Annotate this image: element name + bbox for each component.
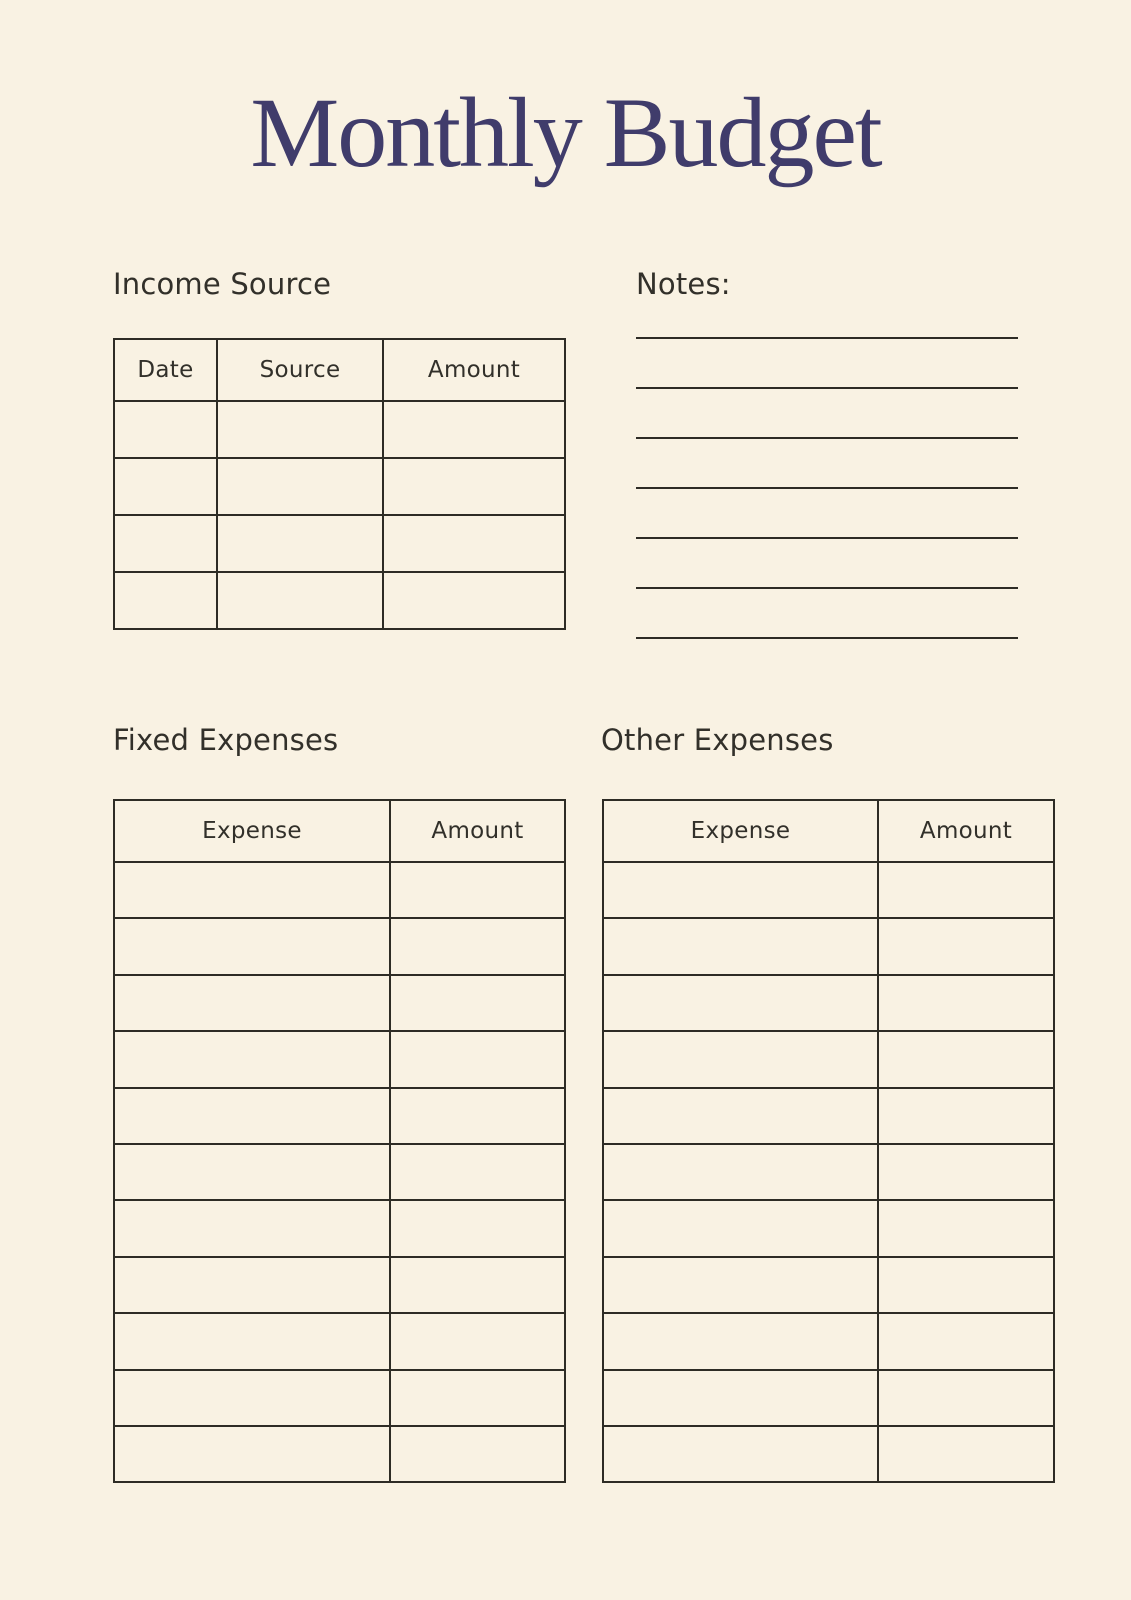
other-expenses-table bbox=[602, 799, 1055, 1483]
empty-cell bbox=[878, 862, 1054, 918]
empty-row bbox=[603, 1200, 1054, 1256]
empty-row bbox=[603, 975, 1054, 1031]
empty-cell bbox=[390, 1426, 565, 1482]
empty-cell bbox=[114, 918, 390, 974]
empty-row bbox=[114, 1031, 565, 1087]
empty-row bbox=[114, 572, 565, 629]
page-title: Monthly Budget bbox=[250, 77, 881, 188]
empty-cell bbox=[217, 401, 383, 458]
empty-cell bbox=[114, 1031, 390, 1087]
note-line bbox=[636, 289, 1018, 339]
empty-row bbox=[603, 1031, 1054, 1087]
note-line bbox=[636, 489, 1018, 539]
empty-cell bbox=[603, 1088, 878, 1144]
empty-cell bbox=[390, 862, 565, 918]
empty-row bbox=[114, 1200, 565, 1256]
empty-cell bbox=[390, 1313, 565, 1369]
empty-cell bbox=[603, 1200, 878, 1256]
empty-cell bbox=[603, 862, 878, 918]
empty-cell bbox=[383, 572, 565, 629]
empty-cell bbox=[217, 458, 383, 515]
note-line bbox=[636, 339, 1018, 389]
empty-row bbox=[603, 1313, 1054, 1369]
fixed-col-amount: Amount bbox=[390, 800, 565, 862]
fixed-col-expense: Expense bbox=[114, 800, 390, 862]
empty-cell bbox=[114, 401, 217, 458]
empty-cell bbox=[217, 572, 383, 629]
empty-cell bbox=[603, 1313, 878, 1369]
note-line bbox=[636, 539, 1018, 589]
income-source-heading: Income Source bbox=[113, 267, 332, 301]
empty-cell bbox=[114, 458, 217, 515]
note-line bbox=[636, 389, 1018, 439]
empty-row bbox=[114, 515, 565, 572]
other-col-amount: Amount bbox=[878, 800, 1054, 862]
empty-cell bbox=[878, 1031, 1054, 1087]
fixed-expenses-heading: Fixed Expenses bbox=[113, 723, 339, 757]
empty-cell bbox=[114, 1088, 390, 1144]
empty-cell bbox=[603, 1257, 878, 1313]
empty-row bbox=[114, 1144, 565, 1200]
note-line bbox=[636, 439, 1018, 489]
empty-cell bbox=[603, 1144, 878, 1200]
empty-cell bbox=[390, 1144, 565, 1200]
empty-cell bbox=[390, 1088, 565, 1144]
empty-cell bbox=[114, 1426, 390, 1482]
empty-row bbox=[114, 1257, 565, 1313]
income-table bbox=[113, 338, 566, 630]
other-expenses-heading: Other Expenses bbox=[601, 723, 834, 757]
empty-cell bbox=[390, 1200, 565, 1256]
empty-cell bbox=[390, 1370, 565, 1426]
empty-row bbox=[114, 458, 565, 515]
empty-row bbox=[114, 1426, 565, 1482]
empty-cell bbox=[603, 1031, 878, 1087]
empty-row bbox=[114, 401, 565, 458]
empty-cell bbox=[114, 1370, 390, 1426]
empty-row bbox=[603, 1144, 1054, 1200]
empty-row bbox=[114, 1088, 565, 1144]
note-line bbox=[636, 589, 1018, 639]
empty-cell bbox=[383, 458, 565, 515]
empty-row bbox=[114, 918, 565, 974]
other-expenses-header-row bbox=[603, 800, 1054, 862]
empty-row bbox=[114, 1313, 565, 1369]
income-header-row bbox=[114, 339, 565, 401]
empty-cell bbox=[878, 1370, 1054, 1426]
empty-cell bbox=[217, 515, 383, 572]
empty-cell bbox=[114, 975, 390, 1031]
empty-cell bbox=[878, 1088, 1054, 1144]
empty-row bbox=[603, 918, 1054, 974]
income-col-source: Source bbox=[217, 339, 383, 401]
empty-cell bbox=[390, 1031, 565, 1087]
empty-cell bbox=[114, 1144, 390, 1200]
empty-cell bbox=[878, 1200, 1054, 1256]
empty-cell bbox=[383, 515, 565, 572]
empty-row bbox=[603, 862, 1054, 918]
empty-cell bbox=[603, 975, 878, 1031]
empty-row bbox=[603, 1370, 1054, 1426]
empty-row bbox=[603, 1088, 1054, 1144]
empty-row bbox=[114, 1370, 565, 1426]
empty-cell bbox=[878, 1144, 1054, 1200]
empty-cell bbox=[878, 1257, 1054, 1313]
empty-cell bbox=[114, 1313, 390, 1369]
empty-cell bbox=[878, 918, 1054, 974]
empty-cell bbox=[603, 1370, 878, 1426]
empty-cell bbox=[390, 918, 565, 974]
empty-cell bbox=[878, 975, 1054, 1031]
empty-row bbox=[603, 1257, 1054, 1313]
notes-ruled-lines bbox=[636, 289, 1018, 639]
empty-cell bbox=[114, 1200, 390, 1256]
empty-cell bbox=[390, 1257, 565, 1313]
empty-row bbox=[603, 1426, 1054, 1482]
empty-cell bbox=[878, 1313, 1054, 1369]
fixed-expenses-header-row bbox=[114, 800, 565, 862]
empty-cell bbox=[878, 1426, 1054, 1482]
income-col-amount: Amount bbox=[383, 339, 565, 401]
empty-row bbox=[114, 975, 565, 1031]
other-col-expense: Expense bbox=[603, 800, 878, 862]
empty-cell bbox=[603, 918, 878, 974]
empty-cell bbox=[114, 572, 217, 629]
empty-row bbox=[114, 862, 565, 918]
empty-cell bbox=[114, 515, 217, 572]
income-col-date: Date bbox=[114, 339, 217, 401]
fixed-expenses-table bbox=[113, 799, 566, 1483]
empty-cell bbox=[114, 1257, 390, 1313]
empty-cell bbox=[603, 1426, 878, 1482]
empty-cell bbox=[383, 401, 565, 458]
empty-cell bbox=[390, 975, 565, 1031]
notes-heading: Notes: bbox=[636, 267, 731, 301]
empty-cell bbox=[114, 862, 390, 918]
